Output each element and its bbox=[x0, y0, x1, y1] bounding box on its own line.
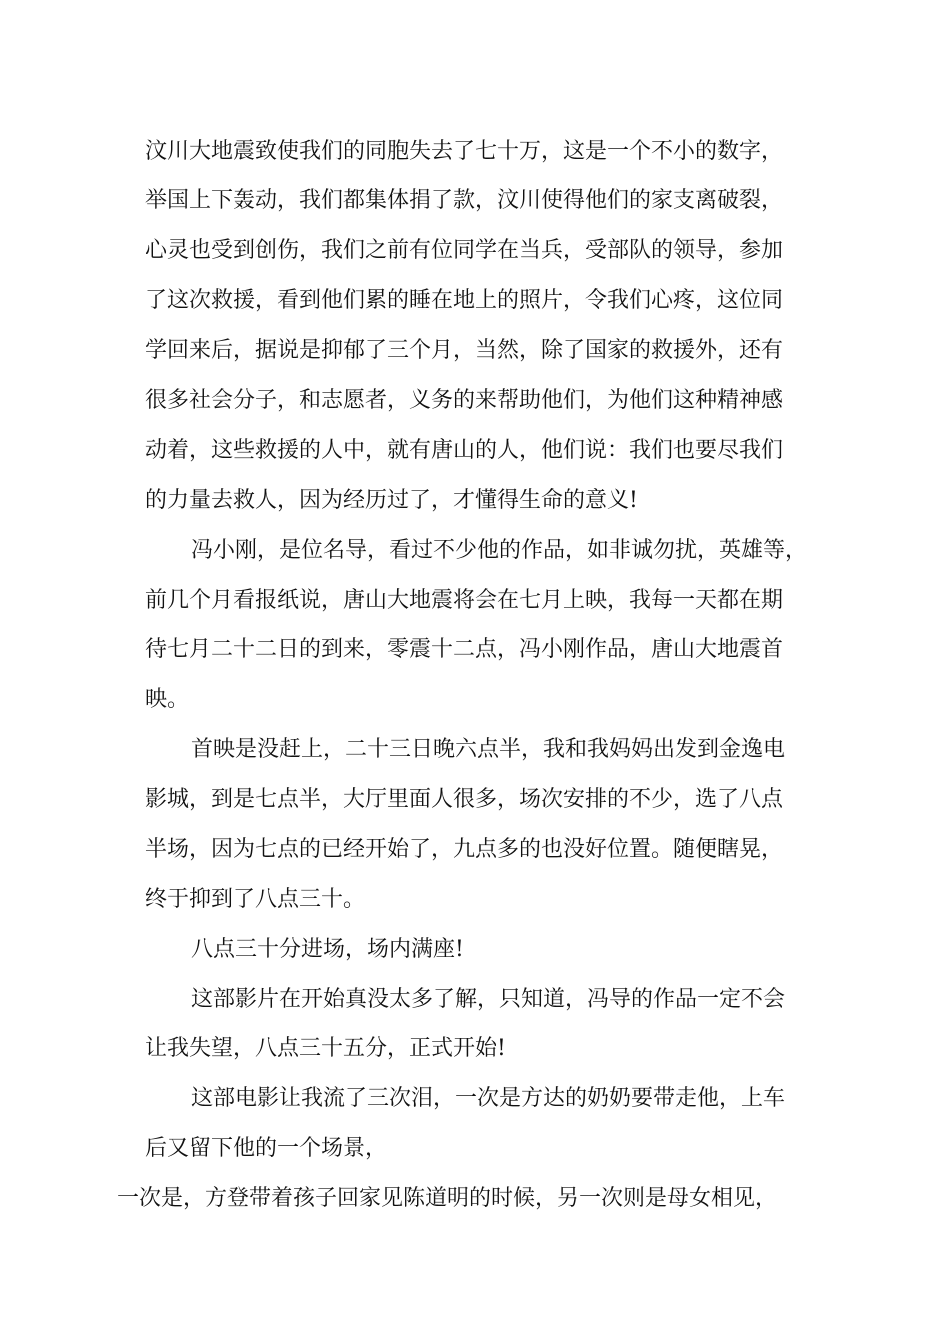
text-line: 心灵也受到创伤，我们之前有位同学在当兵，受部队的领导，参加 bbox=[145, 238, 784, 263]
text-line: 待七月二十二日的到来，零震十二点，冯小刚作品，唐山大地震首 bbox=[145, 637, 784, 662]
text-line: 汶川大地震致使我们的同胞失去了七十万，这是一个不小的数字， bbox=[145, 139, 784, 164]
text-line: 了这次救援，看到他们累的睡在地上的照片，令我们心疼，这位同 bbox=[145, 288, 784, 313]
text-line: 举国上下轰动，我们都集体捐了款，汶川使得他们的家支离破裂， bbox=[145, 188, 784, 213]
paragraph-first-line: 冯小刚，是位名导，看过不少他的作品，如非诚勿扰，英雄等， bbox=[191, 538, 808, 563]
text-line: 让我失望，八点三十五分，正式开始! bbox=[145, 1036, 506, 1061]
text-line: 前几个月看报纸说，唐山大地震将会在七月上映，我每一天都在期 bbox=[145, 588, 784, 613]
paragraph-first-line: 八点三十分进场，场内满座! bbox=[191, 937, 464, 962]
text-line: 很多社会分子，和志愿者，义务的来帮助他们，为他们这种精神感 bbox=[145, 388, 784, 413]
text-line: 映。 bbox=[145, 687, 190, 712]
paragraph-first-line: 首映是没赶上，二十三日晚六点半，我和我妈妈出发到金逸电 bbox=[191, 737, 786, 762]
text-line: 半场，因为七点的已经开始了，九点多的也没好位置。随便瞎晃， bbox=[145, 837, 784, 862]
text-line: 影城，到是七点半，大厅里面人很多，场次安排的不少，选了八点 bbox=[145, 787, 784, 812]
text-line: 一次是，方登带着孩子回家见陈道明的时候，另一次则是母女相见， bbox=[117, 1186, 778, 1211]
text-line: 的力量去救人，因为经历过了，才懂得生命的意义! bbox=[145, 488, 638, 513]
text-line: 学回来后，据说是抑郁了三个月，当然，除了国家的救援外，还有 bbox=[145, 338, 784, 363]
paragraph-first-line: 这部影片在开始真没太多了解，只知道，冯导的作品一定不会 bbox=[191, 987, 786, 1012]
text-line: 动着，这些救援的人中，就有唐山的人，他们说：我们也要尽我们 bbox=[145, 438, 784, 463]
text-line: 终于抑到了八点三十。 bbox=[145, 887, 366, 912]
paragraph-first-line: 这部电影让我流了三次泪，一次是方达的奶奶要带走他，上车 bbox=[191, 1086, 786, 1111]
text-line: 后又留下他的一个场景， bbox=[145, 1136, 388, 1161]
